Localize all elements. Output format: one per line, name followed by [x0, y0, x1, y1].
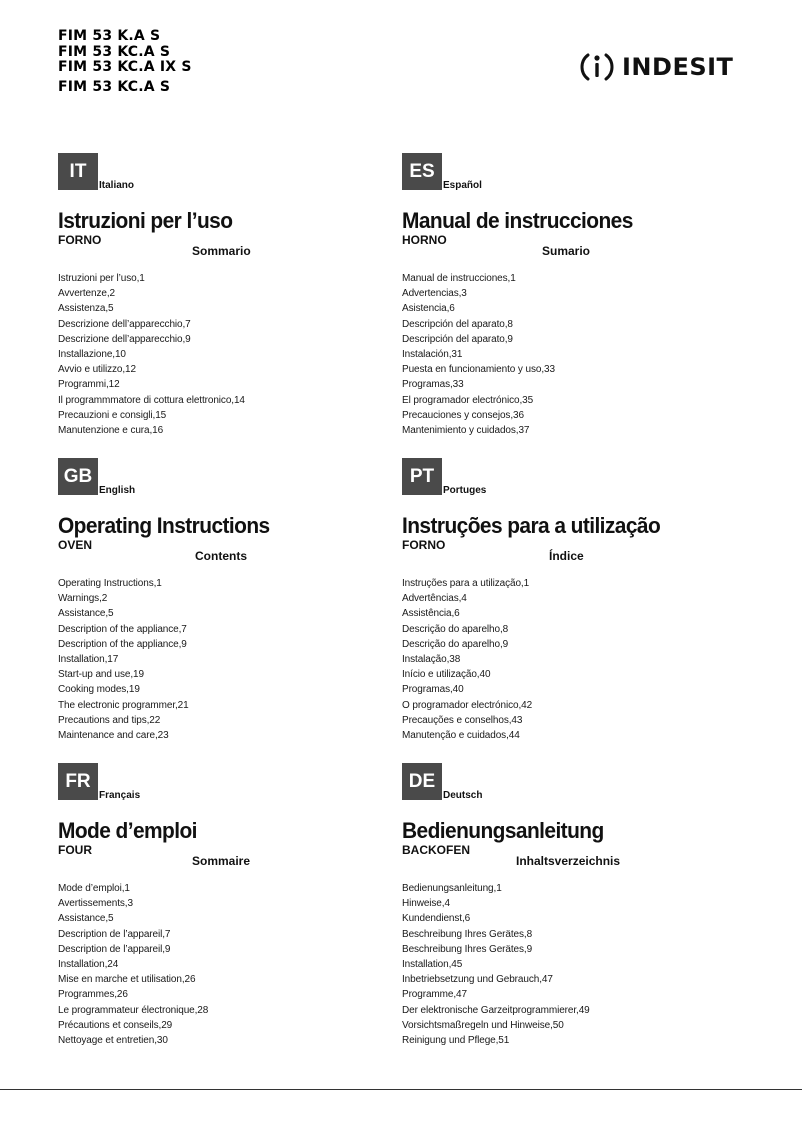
appliance-name: FORNO — [402, 538, 446, 552]
toc-item: Maintenance and care,23 — [58, 730, 169, 742]
manual-title: Bedienungsanleitung — [402, 818, 604, 843]
contents-heading: Inhaltsverzeichnis — [516, 854, 621, 868]
language-name: Español — [443, 180, 482, 191]
language-name: Portuges — [443, 485, 487, 496]
toc-item: Precauciones y consejos,36 — [402, 409, 524, 421]
appliance-name: HORNO — [402, 233, 447, 247]
toc-item: O programador electrónico,42 — [402, 699, 533, 711]
toc-item: Instalación,31 — [402, 349, 463, 361]
language-code-badge: PT — [402, 458, 442, 495]
toc-item: Mode d’emploi,1 — [58, 883, 130, 894]
toc-item: Nettoyage et entretien,30 — [58, 1035, 168, 1047]
toc-item: Instruções para a utilização,1 — [402, 578, 530, 589]
toc-item: Description of the appliance,9 — [58, 638, 187, 650]
toc-item: Le programmateur électronique,28 — [58, 1004, 209, 1016]
model-name: FIM 53 K.A S — [58, 28, 161, 44]
language-name: Deutsch — [443, 790, 483, 801]
manual-title: Operating Instructions — [58, 513, 270, 538]
toc-item: Beschreibung Ihres Gerätes,9 — [402, 943, 533, 955]
toc-item: Installation,17 — [58, 654, 119, 666]
toc-item: Kundendienst,6 — [402, 913, 471, 925]
toc-item: Precauzioni e consigli,15 — [58, 409, 167, 421]
toc-item: Vorsichtsmaßregeln und Hinweise,50 — [402, 1019, 564, 1031]
toc-item: Beschreibung Ihres Gerätes,8 — [402, 928, 533, 940]
toc-item: Istruzioni per l’uso,1 — [58, 273, 145, 284]
toc-item: Manutenzione e cura,16 — [58, 425, 164, 437]
toc-item: Il programmmatore di cottura elettronico,14 — [58, 394, 245, 406]
toc-item: Assistência,6 — [402, 608, 460, 620]
contents-heading: Sommario — [192, 244, 251, 258]
language-code-badge: FR — [58, 763, 98, 800]
appliance-name: BACKOFEN — [402, 843, 470, 857]
contents-heading: Sumario — [542, 244, 591, 258]
toc-item: Início e utilização,40 — [402, 669, 491, 681]
toc-item: Descripción del aparato,8 — [402, 318, 513, 330]
appliance-name: OVEN — [58, 538, 93, 552]
toc-item: Cooking modes,19 — [58, 684, 140, 696]
toc-item: Installazione,10 — [58, 349, 126, 361]
toc-item: Advertencias,3 — [402, 288, 467, 300]
brand-name: INDESIT — [622, 53, 734, 81]
toc-item: Manual de instrucciones,1 — [402, 273, 516, 284]
table-of-contents — [402, 881, 590, 1048]
manual-title: Instruções para a utilização — [402, 513, 661, 538]
language-name: Italiano — [99, 180, 135, 191]
toc-item: Programme,47 — [402, 989, 467, 1001]
toc-item: Inbetriebsetzung und Gebrauch,47 — [402, 974, 553, 986]
toc-item: Descrizione dell’apparecchio,9 — [58, 333, 191, 345]
appliance-name: FOUR — [58, 843, 92, 857]
toc-item: Der elektronische Garzeitprogrammierer,49 — [402, 1004, 590, 1016]
language-code-badge: DE — [402, 763, 442, 800]
toc-item: Assistenza,5 — [58, 303, 114, 315]
toc-item: Assistance,5 — [58, 913, 114, 925]
model-name: FIM 53 KC.A S — [58, 43, 171, 60]
brand-logo — [577, 47, 733, 87]
toc-item: The electronic programmer,21 — [58, 699, 189, 711]
contents-heading: Sommaire — [192, 854, 251, 868]
table-of-contents — [58, 576, 189, 743]
toc-item: Mise en marche et utilisation,26 — [58, 974, 196, 986]
model-name: FIM 53 KC.A S — [58, 78, 171, 95]
toc-item: Programas,33 — [402, 379, 464, 391]
toc-item: Descrizione dell’apparecchio,7 — [58, 318, 191, 330]
toc-item: Description de l’appareil,9 — [58, 943, 171, 955]
toc-item: Operating Instructions,1 — [58, 578, 162, 589]
toc-item: Start-up and use,19 — [58, 669, 144, 681]
toc-item: Descrição do aparelho,8 — [402, 623, 509, 635]
language-code-badge: GB — [58, 458, 98, 495]
toc-item: Hinweise,4 — [402, 898, 450, 910]
language-name: Français — [99, 790, 141, 801]
manual-title: Istruzioni per l’uso — [58, 208, 233, 233]
table-of-contents — [402, 576, 532, 743]
toc-item: Descrição do aparelho,9 — [402, 638, 509, 650]
toc-item: Manutenção e cuidados,44 — [402, 730, 520, 742]
toc-item: Mantenimiento y cuidados,37 — [402, 425, 530, 437]
toc-item: Instalação,38 — [402, 654, 461, 666]
model-name: FIM 53 KC.A IX S — [58, 59, 192, 75]
toc-item: Assistance,5 — [58, 608, 114, 620]
toc-item: Asistencia,6 — [402, 303, 455, 315]
toc-item: Programmes,26 — [58, 989, 128, 1001]
language-name: English — [99, 485, 136, 496]
toc-item: Programmi,12 — [58, 379, 120, 391]
table-of-contents — [58, 271, 245, 438]
toc-item: Avvertenze,2 — [58, 288, 115, 300]
toc-item: Precauções e conselhos,43 — [402, 714, 523, 726]
appliance-name: FORNO — [58, 233, 102, 247]
toc-item: Précautions et conseils,29 — [58, 1019, 173, 1031]
toc-item: Installation,24 — [58, 959, 119, 971]
contents-heading: Índice — [549, 549, 584, 563]
toc-item: Descripción del aparato,9 — [402, 333, 513, 345]
contents-heading: Contents — [195, 549, 247, 563]
manual-title: Manual de instrucciones — [402, 208, 633, 233]
toc-item: Installation,45 — [402, 959, 463, 971]
manual-title: Mode d’emploi — [58, 818, 197, 843]
table-of-contents — [402, 271, 555, 438]
toc-item: El programador electrónico,35 — [402, 394, 534, 406]
toc-item: Programas,40 — [402, 684, 464, 696]
footer-divider — [0, 1089, 802, 1090]
toc-item: Precautions and tips,22 — [58, 714, 161, 726]
model-list — [58, 29, 192, 95]
toc-item: Description de l’appareil,7 — [58, 928, 171, 940]
toc-item: Puesta en funcionamiento y uso,33 — [402, 364, 555, 376]
toc-item: Avvio e utilizzo,12 — [58, 364, 136, 376]
language-code-badge: ES — [402, 153, 442, 190]
language-code-badge: IT — [58, 153, 98, 190]
toc-item: Avertissements,3 — [58, 898, 133, 910]
toc-item: Description of the appliance,7 — [58, 623, 187, 635]
toc-item: Bedienungsanleitung,1 — [402, 883, 502, 894]
toc-item: Warnings,2 — [58, 593, 108, 605]
toc-item: Reinigung und Pflege,51 — [402, 1035, 510, 1047]
indesit-logo-mark-icon — [577, 47, 617, 87]
table-of-contents — [58, 881, 208, 1048]
toc-item: Advertências,4 — [402, 593, 467, 605]
